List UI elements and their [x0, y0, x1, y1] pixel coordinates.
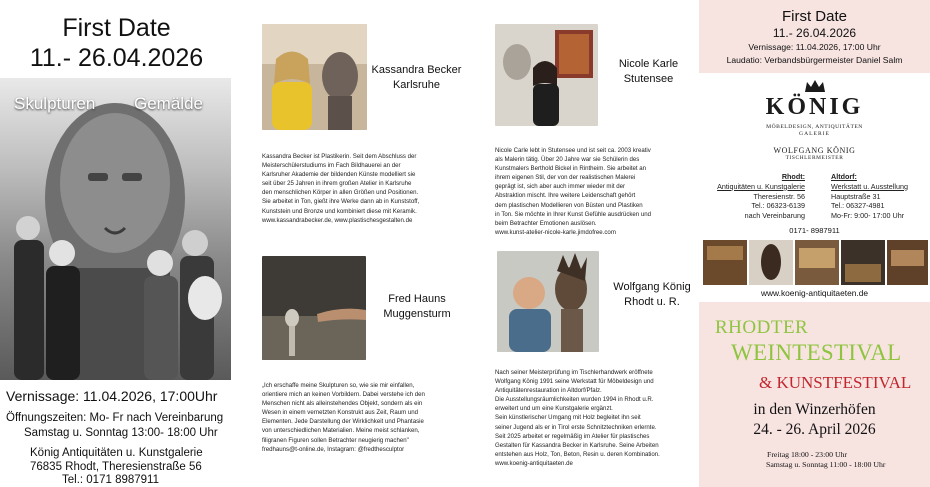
altdorf-address: [831, 172, 908, 221]
festival-dates: 24. - 26. April 2026: [753, 421, 876, 438]
website-link[interactable]: www.koenig-antiquitaeten.de: [760, 288, 869, 298]
bio-line: filigranen Figuren sollen Betrachter neugierig machen": [262, 436, 409, 444]
artists-group-photo: [0, 78, 231, 380]
kassandra-becker-bio: [262, 152, 419, 225]
festival-line3: & KUNSTFESTIVAL: [759, 373, 912, 392]
wolfgang-koenig-place: Rhodt u. R.: [624, 296, 680, 308]
opening-hours-weekday: Öffnungszeiten: Mo- Fr nach Vereinbarung: [6, 412, 224, 424]
artists-panel-right: [466, 0, 699, 487]
event-title: First Date: [62, 14, 171, 42]
kassandra-becker-photo: [262, 24, 367, 130]
kassandra-becker-caption: [367, 63, 466, 93]
altdorf-line: Mo-Fr: 9:00- 17:00 Uhr: [831, 211, 905, 221]
nicole-karle-caption: [598, 57, 699, 87]
bio-line: Nach seiner Meisterprüfung im Tischlerhandwerk eröffnete: [495, 369, 653, 376]
bio-line: seiner Jugend als er in Tirol erste Schnitztechniken erlernte.: [495, 423, 657, 431]
altdorf-line: Werkstatt u. Ausstellung: [831, 181, 908, 191]
opening-hours-weekend: Samstag u. Sonntag 13:00- 18:00 Uhr: [24, 427, 218, 439]
fred-hauns-place: Muggensturm: [383, 308, 451, 320]
nicole-karle-photo: [495, 24, 598, 126]
logo-owner-title: TISCHLERMEISTER: [785, 155, 844, 161]
crown-icon: [803, 78, 827, 94]
bio-line: entstehen aus Holz, Ton, Beton, Resin u. deren Kombination.: [495, 450, 660, 458]
bio-line: fredhauns@t-online.de, Instagram: @fredthesculptor: [262, 445, 405, 453]
logo-owner: WOLFGANG KÖNIG: [773, 146, 856, 155]
bio-line: ihrem eigenen Stil, der von der realistischen Malerei: [495, 174, 636, 182]
bio-line: in Ton. Sie möchte in Ihrer Kunst Gefühle ausdrücken und: [495, 210, 652, 218]
vernissage-text: Vernissage: 11.04.2026, 17:00Uhr: [6, 388, 218, 404]
bio-line: Nicole Carle lebt in Stutensee und ist seit ca. 2003 kreativ: [495, 147, 651, 154]
bio-line: Die Ausstellungsräumlichkeiten wurden 1994 in Rhodt u.R.: [495, 396, 654, 404]
bio-line: Antiquitätenrestauration in Altdorf/Pfalz.: [495, 387, 602, 395]
gallery-name: König Antiquitäten u. Kunstgalerie: [30, 447, 203, 459]
fred-hauns-caption: [368, 292, 466, 322]
fred-hauns-name: Fred Hauns: [388, 293, 446, 305]
altdorf-line: Hauptstraße 31: [831, 191, 881, 201]
bio-line: Menschen nicht als alleinstehendes Objekt, sondern als ein: [262, 400, 423, 408]
bio-line: Meisterschülerstudiums im Fach Bildhauerei an der: [262, 162, 401, 170]
bio-line: Seit 2025 arbeitet er regelmäßig im Atelier für plastisches: [495, 432, 650, 440]
altdorf-heading: Altdorf:: [831, 172, 857, 181]
wolfgang-koenig-caption: [605, 280, 699, 310]
label-paintings: Gemälde: [134, 94, 203, 113]
festival-hours-weekend: Samstag u. Sonntag 11:00 - 18:00 Uhr: [766, 460, 886, 469]
wolfgang-koenig-name: Wolfgang König: [613, 281, 691, 293]
bio-line: Sie arbeitet in Ton, gießt ihre Werke dann ab in Kunststoff,: [262, 198, 420, 206]
nicole-karle-place: Stutensee: [623, 73, 674, 85]
fred-hauns-photo: [262, 256, 366, 360]
bio-line: Karlsruher Akademie der bildenden Künste modelliert sie: [262, 171, 416, 179]
bio-line: von unterschiedlichen Materialien. Meine meist schlanken,: [262, 427, 420, 435]
bio-line: Abstraktion mischt. Ihre weitere Leidenschaft gehört: [495, 192, 636, 200]
nicole-karle-name: Nicole Karle: [618, 58, 679, 70]
back-dates: 11.- 26.04.2026: [772, 26, 857, 40]
wolfgang-koenig-photo: [497, 251, 599, 352]
back-title: First Date: [781, 8, 847, 25]
logo-name: KÖNIG: [765, 94, 864, 120]
back-vernissage: Vernissage: 11.04.2026, 17:00 Uhr: [748, 42, 881, 52]
bio-line: Sein künstlerischer Umgang mit Holz begleitet ihn seit: [495, 414, 641, 422]
bio-line: dem plastischen Modellieren von Büsten und Plastiken: [495, 201, 643, 209]
festival-line4: in den Winzerhöfen: [753, 401, 876, 418]
bio-line: beim Betrachter Emotionen auslösen.: [495, 219, 597, 227]
fred-photo-illustration: [262, 256, 366, 360]
bio-line: Kunstmalers Berthold Bickel in Rintheim. Sie arbeitet an: [495, 165, 647, 173]
laudatio: Laudatio: Verbandsbürgermeister Daniel Salm: [726, 55, 903, 65]
bio-line: orientiere mich an keinen Vorbildern. Dabei verstehe ich den: [262, 391, 425, 399]
bio-line: www.koenig-antiquitaeten.de: [495, 459, 573, 467]
festival-hours-friday: Freitag 18:00 - 23:00 Uhr: [767, 450, 848, 459]
kassandra-photo-illustration: [262, 24, 367, 130]
mobile-number: 0171- 8987911: [789, 226, 840, 235]
bio-line: www.kunst-atelier-nicole-karle.jimdofree.com: [495, 228, 616, 236]
rhodt-line: Tel.: 06323-6139: [751, 201, 805, 211]
kassandra-becker-name: Kassandra Becker: [371, 64, 462, 76]
gallery-phone: Tel.: 0171 8987911: [62, 474, 159, 486]
bio-line: www.kassandrabecker.de, www.plastischesgestalten.de: [262, 216, 413, 224]
group-photo-illustration: [0, 78, 231, 380]
kassandra-becker-place: Karlsruhe: [392, 79, 441, 91]
rhodt-line: Antiquitäten u. Kunstgalerie: [717, 181, 805, 191]
rhodt-heading: Rhodt:: [781, 172, 805, 181]
bio-line: Wolfgang König 1991 seine Werkstatt für Möbeldesign und: [495, 378, 654, 386]
label-sculptures: Skulpturen: [14, 94, 96, 113]
bio-line: erweitert und um eine Kunstgalerie ergänzt.: [495, 405, 613, 413]
bio-line: Elementen. Jede Darstellung der Wirklichkeit und Phantasie: [262, 418, 424, 426]
gallery-address: 76835 Rhodt, Theresienstraße 56: [30, 461, 202, 473]
bio-line: Wesen in einem vernetzten Konstrukt aus Zeit, Raum und: [262, 409, 419, 417]
logo-line2: GALERIE: [799, 131, 830, 137]
shop-photo-strip: [703, 240, 928, 285]
wolfgang-koenig-bio: [495, 368, 660, 468]
bio-line: Gestalten für Kassandra Becker in Karlsruhe. Seine Arbeiten: [495, 441, 659, 449]
bio-line: seit über 25 Jahren in ihrem großen Atelier in Karlsruhe: [262, 180, 412, 188]
logo-line1: MÖBELDESIGN, ANTIQUITÄTEN: [766, 124, 863, 130]
back-panel: [699, 0, 930, 487]
event-dates: 11.- 26.04.2026: [29, 44, 204, 72]
nicole-photo-illustration: [495, 24, 598, 126]
rhodt-address: [705, 172, 805, 221]
bio-line: den menschlichen Körper in allen Größen und Positionen.: [262, 189, 419, 197]
artists-panel-left: [233, 0, 466, 487]
fred-hauns-bio: [262, 381, 425, 454]
bio-line: Kunststein und Bronze und kombiniert diese mit Keramik.: [262, 207, 417, 215]
front-panel: [0, 0, 233, 487]
bio-line: geprägt ist, sich aber auch immer wieder mit der: [495, 183, 626, 191]
nicole-karle-bio: [495, 146, 651, 237]
bio-line: „Ich erschaffe meine Skulpturen so, wie sie mir einfallen,: [262, 382, 415, 389]
bio-line: als Malerin tätig. Über 20 Jahre war sie Schülerin des: [495, 156, 640, 164]
bio-line: Kassandra Becker ist Plastikerin. Seit dem Abschluss der: [262, 153, 417, 160]
festival-line2: WEINTESTIVAL: [731, 340, 902, 365]
rhodt-line: Theresienstr. 56: [753, 191, 805, 201]
festival-line1: RHODTER: [715, 317, 809, 338]
altdorf-line: Tel.: 06327-4981: [831, 201, 885, 211]
wolfgang-photo-illustration: [497, 251, 599, 352]
rhodt-line: nach Vereinbarung: [744, 211, 805, 221]
